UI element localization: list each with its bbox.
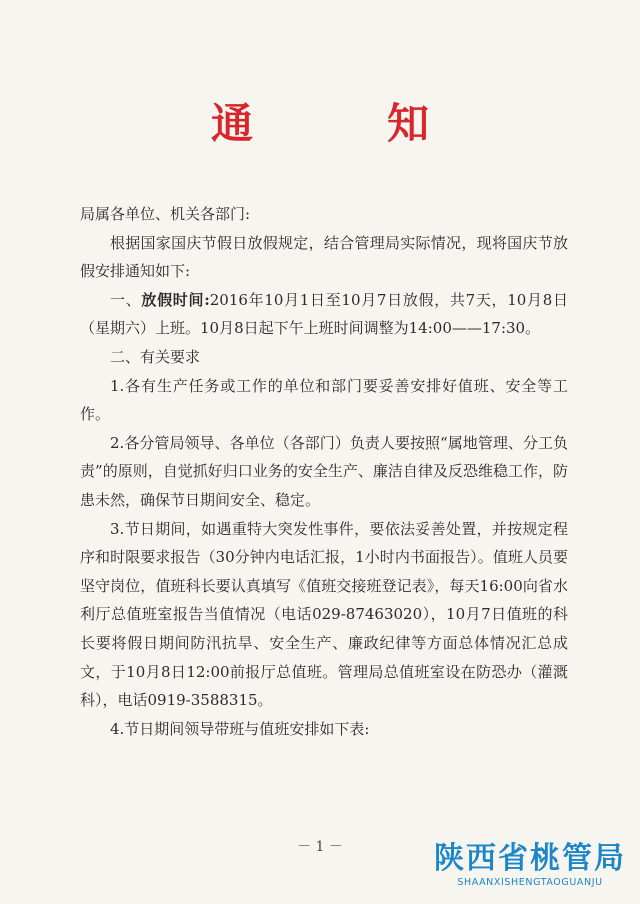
section-1-label: 放假时间: [141, 290, 210, 309]
page-number: － 1 － [297, 839, 343, 855]
section-1-paragraph [80, 286, 568, 343]
notice-title: 通 知 [210, 99, 475, 148]
watermark-title: 陕西省桃管局 [434, 841, 626, 876]
notice-body [80, 200, 568, 743]
section-1-lead: 一、 [110, 290, 142, 309]
intro-paragraph: 根据国家国庆节假日放假规定，结合管理局实际情况，现将国庆节放假安排通知如下: [80, 233, 568, 281]
requirement-item-1: 1.各有生产任务或工作的单位和部门要妥善安排好值班、安全等工作。 [80, 376, 568, 424]
requirement-item-2: 2.各分管局领导、各单位（各部门）负责人要按照“属地管理、分工负责”的原则，自觉抓好归口业务的安全生产、廉洁自律及反恐维稳工作，防患未然，确保节日期间安全、稳定。 [80, 433, 568, 509]
salutation: 局属各单位、机关各部门: [80, 205, 251, 223]
requirement-item-3: 3.节日期间，如遇重特大突发性事件，要依法妥善处置，并按规定程序和时限要求报告（30分钟内电话汇报，1小时内书面报告）。值班人员要坚守岗位，值班科长要认真填写《值班交接班登记表》，每天16:00向省水利厅总值班室报告当值情况（电话029-87463020），10月7日值班的科长要将假日期间防汛抗旱、安全生产、廉政纪律等方面总体情况汇总成文，于10月8日12:00前报厅总值班。管理局总值班室设在防恐办（灌溉科），电话0919-3588315。 [80, 519, 568, 710]
watermark-logo [434, 842, 626, 890]
section-2-heading: 二、有关要求 [110, 347, 201, 366]
watermark-subtitle: SHAANXISHENGTAOGUANJU [457, 877, 603, 888]
requirement-item-4: 4.节日期间领导带班与值班安排如下表: [110, 719, 370, 738]
section-1-text: 2016年10月1日至10月7日放假，共7天，10月8日（星期六）上班。10月8日起下午上班时间调整为14:00——17:30。 [80, 290, 568, 338]
